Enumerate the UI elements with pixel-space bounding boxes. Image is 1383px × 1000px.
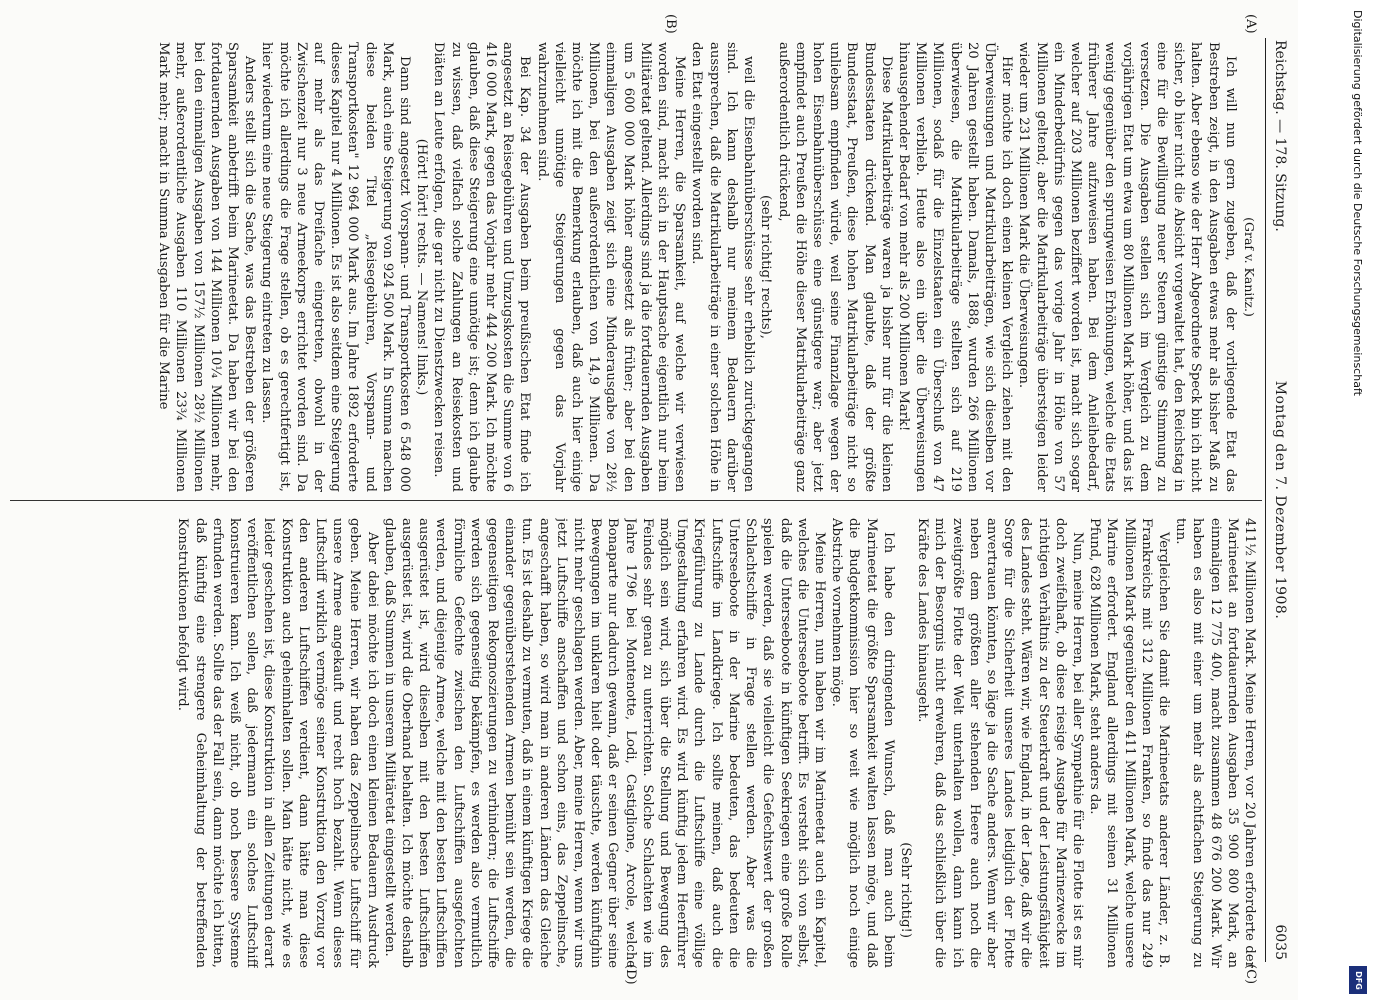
paragraph: Aber dabei möchte ich doch einen kleinen Bedauern Ausdruck geben. Meine Herren, wir haben das Zeppelinsche Luftschiff für unsere Armee angekauft und recht hoch bezahlt. Wenn dieses Luftschiff wirklich vermöge seiner Konstruktion den Vorzug vor den anderen Luftschiffen verdient, dann hätte man diese Konstruktion auch geheimhalten sollen. Man hätte nicht, wie es leider geschehen ist, diese Konstruktion in allen Zeitungen derart veröffentlichen sollen, daß jedermann ein solches Luftschiff konstruieren kann. Ich weiß nicht, ob noch bessere Systeme erfunden werden. Sollte das der Fall sein, dann möchte ich bitten, daß künftig eine strengere Geheimhaltung der betreffenden Konstruktionen befolgt wird. — [175, 518, 380, 968]
audience-reaction: (Hört! hört! rechts. — Namens! links.) — [414, 138, 430, 396]
paragraph: weil die Eisenbahnüberschüsse sehr erheblich zurückgegangen sind. Ich kann deshalb nur meinem Bedauern darüber aussprechen, daß die Matrikularbeiträge in einer solchen Höhe in den Etat eingestellt worden sind. — [689, 42, 757, 492]
left-column — [10, 42, 1258, 492]
audience-reaction: (sehr richtig! rechts), — [758, 195, 774, 339]
margin-marker-a: (A) — [1243, 14, 1258, 34]
right-column — [10, 518, 1258, 968]
paragraph: Bei Kap. 34 der Ausgaben beim preußischen Etat finde ich angesetzt an Reisegebühren und Umzugskosten die Summe von 6 416 000 Mark, gegen das Vorjahr mehr 444 200 Mark. Ich möchte glauben, daß diese Steigerung eine unnötige ist; denn ich glaube zu wissen, daß vielfach solche Zahlungen an Reisekosten und Diäten an Leute erfolgen, die gar nicht zu Dienstzwecken reisen. — [431, 42, 533, 492]
paragraph: Ich will nun gern zugeben, daß der vorliegende Etat das Bestreben zeigt, in den Ausgaben etwas mehr als bisher Maß zu halten. Aber ebenso wie der Herr Abgeordnete Speck bin ich nicht sicher, ob hier nicht die Absicht vorgewaltet hat, den Reichstag in eine für die Bewilligung neuer Steuern günstige Stimmung zu versetzen. Die Ausgaben stellen sich im Vergleich zu dem vorjährigen Etat um etwa um 80 Millionen Mark höher, und das ist wenig gegenüber den sprungweisen Erhöhungen, welche die Etats früherer Jahre aufzuweisen haben. Bei dem Anleihebedarf, welcher auf 203 Millionen beziffert worden ist, macht sich sogar ein Minderbedürfnis gegen das vorige Jahr in Höhe von 57 Millionen geltend; aber die Matrikularbeiträge übersteigen leider wieder um 231 Millionen Mark die Überweisungen. — [1016, 42, 1238, 492]
header-rule — [1265, 38, 1266, 962]
paragraph: Diese Matrikularbeiträge waren ja bisher nur für die kleinen Bundesstaaten drückend. Man glaubte, daß der größte Bundesstaat, Preußen, diese hohen Matrikularbeiträge nicht so unliebsam empfinden würde, weil seine Finanzlage wegen der hohen Eisenbahnüberschüsse eine günstigere war; aber jetzt empfindet auch Preußen die Höhe dieser Matrikularbeiträge ganz außerordentlich drückend, — [775, 42, 894, 492]
header-session: Reichstag. — 178. Sitzung. — [1272, 40, 1288, 232]
header-page-number: 6035 — [1272, 924, 1288, 960]
paragraph: Meine Herren, nun haben wir im Marineetat auch ein Kapitel, welches die Unterseeboote betrifft. Es versteht sich von selbst, daß die Unterseeboote in künftigen Seekriegen eine große Rolle spielen werden, daß sie vielleicht die Gefechtswert der großen Schlachtschiffe in Frage stellen werden. Aber was die Unterseeboote in der Marine bedeuten, das bedeuten die Luftschiffe im Landkriege. Ich sollte meinen, daß auch die Kriegführung zu Lande durch die Luftschiffe eine völlige Umgestaltung erfahren wird. Es wird künftig jedem Heerführer möglich sein wird, sich über die Stellung und Bewegung des Feindes sehr genau zu unterrichten. Solche Schlachten wie im Jahre 1796 bei Montenotte, Lodi, Castiglione, Arcole, welche Bonaparte nur dadurch gewann, daß er seinen Gegner über seine Bewegungen im unklaren hielt oder täuschte, werden künftighin nicht mehr geschlagen werden. Aber, meine Herren, wenn wir uns jetzt Luftschiffe anschaffen und schon eins, das Zeppelinsche, angeschafft haben, so wird man in anderen Ländern das Gleiche tun. Es ist deshalb zu vermuten, daß in einem künftigen Kriege die einander gegenüberstehenden Armeen bemüht sein werden, die gegenseitigen Rekognoszierungen zu verhindern; die Luftschiffe werden sich gegenseitig bekämpfen, es werden also vermutlich förmliche Gefechte zwischen den Luftschiffen ausgefochten werden, und diejenige Armee, welche mit den besten Luftschiffen ausgerüstet ist, wird dieselben mit den besten Luftschiffen ausgerüstet ist, wird die Oberhand behalten. Ich möchte deshalb glauben, daß Summen in unserem Militäretat eingestellt werden. — [381, 518, 827, 968]
margin-marker-b: (B) — [663, 14, 678, 34]
column-divider — [10, 500, 1262, 501]
dfg-logo — [1349, 966, 1367, 994]
paragraph: Hier möchte ich doch einen kleinen Vergleich ziehen mit den Überweisungen und Matrikularbeiträgen, wie sich dieselben vor 20 Jahren gestellt haben. Damals, 1888, wurden 266 Millionen überwiesen, die Matrikularbeiträge stellten sich auf 219 Millionen, sodaß für die Einzelstaaten ein Überschuß von 47 Millionen verblieb. Heute also ein über die Überweisungen hinausgehender Bedarf von mehr als 200 Millionen Mark! — [895, 42, 1015, 492]
margin-marker-c: (C) — [1243, 964, 1258, 985]
paragraph: Nun, meine Herren, bei aller Sympathie für die Flotte ist es mir doch zweifelhaft, ob diese riesige Ausgabe für Marinezwecke im richtigen Verhältnis zu der Steuerkraft und der Leistungsfähigkeit des Landes steht. Wären wir, wie England, in der Lage, daß wir die Sorge für die Sicherheit unseres Landes lediglich der Flotte anvertrauen könnten, so läge ja die Sache anders. Wenn wir aber neben dem größten aller stehenden Heere auch noch die zweitgrößte Flotte der Welt unterhalten wollen, dann kann ich mich der Besorgnis nicht erwehren, daß das schließlich über die Kräfte des Landes hinausgeht. — [915, 518, 1085, 968]
paragraph: Vergleichen Sie damit die Marineetats anderer Länder, z. B. Frankreichs mit 312 Millionen Franken, so finde das nur 249 Millionen Mark gegenüber den 411 Millionen Mark, welche unsere Marine erfordert. England allerdings mit seinen 31 Millionen Pfund, 628 Millionen Mark, steht anders da. — [1087, 518, 1171, 968]
paragraph: Meine Herren, die Sparsamkeit, auf welche wir verwiesen worden sind, macht sich in der Hauptsache eigentlich nur beim Militäretat geltend. Allerdings sind ja die fortdauernden Ausgaben um 5 600 000 Mark höher angesetzt als früher; aber bei den einmaligen Ausgaben zeigt sich eine Minderausgabe von 28½ Millionen, bei den außerordentlichen von 14,9 Millionen. Da möchte ich mit die Bemerkung erlauben, daß auch hier einige vielleicht unnötige Steigerungen gegen das Vorjahr wahrzunehmen sind. — [534, 42, 688, 492]
header-date: Montag den 7. Dezember 1908. — [1272, 380, 1288, 620]
audience-reaction: (Sehr richtig!) — [897, 842, 913, 938]
paragraph: 411½ Millionen Mark. Meine Herren, vor 20 Jahren erforderte der Marineetat an fortdauernden Ausgaben 35 900 800 Mark, an einmaligen 12 775 400, macht zusammen 48 676 200 Mark. Wir haben es also mit einer um mehr als achtfachen Steigerung zu tun. — [1173, 518, 1257, 968]
funding-note — [1346, 10, 1368, 990]
funding-note-text: Digitalisierung gefördert durch die Deutsche Forschungsgemeinschaft — [1351, 10, 1364, 396]
page-header — [1268, 40, 1292, 960]
paragraph: Anders stellt sich die Sache, was das Bestreben der größeren Sparsamkeit anbetrifft beim Marineetat. Da haben wir bei den fortdauernden Ausgaben von 144 Millionen 10¼ Millionen mehr, bei den einmaligen Ausgaben von 157½ Millionen 28½ Millionen mehr, außerordentliche Ausgaben 110 Millionen 23¾ Millionen Mark mehr; macht in Summa Ausgaben für die Marine — [156, 42, 258, 492]
speaker-label: (Graf v. Kanitz.) — [1242, 217, 1257, 317]
dfg-logo-text: DFG — [1353, 970, 1363, 990]
paragraph: Dann sind angesetzt Vorspann- und Transportkosten 6 548 000 Mark, auch eine Steigerung von 924 500 Mark. In Summa machen diese beiden Titel „Reisegebühren, Vorspann- und Transportkosten" 12 964 000 Mark aus. Im Jahre 1892 erforderte dieses Kapitel nur 4 Millionen. Es ist also seitdem eine Steigerung auf mehr als das Dreifache eingetreten, obwohl in der Zwischenzeit nur 3 neue Armeekorps errichtet worden sind. Da möchte ich allerdings die Frage stellen, ob es gerechtfertigt ist, hier wiederum eine neue Steigerung eintreten zu lassen. — [259, 42, 413, 492]
margin-marker-d: (D) — [623, 964, 638, 985]
paragraph: Ich habe den dringenden Wunsch, daß man auch beim Marineetat die größte Sparsamkeit walten lassen möge, und daß die Budgetkommission hier so weit wie möglich noch einige Abstriche vornehmen möge. — [829, 518, 896, 968]
